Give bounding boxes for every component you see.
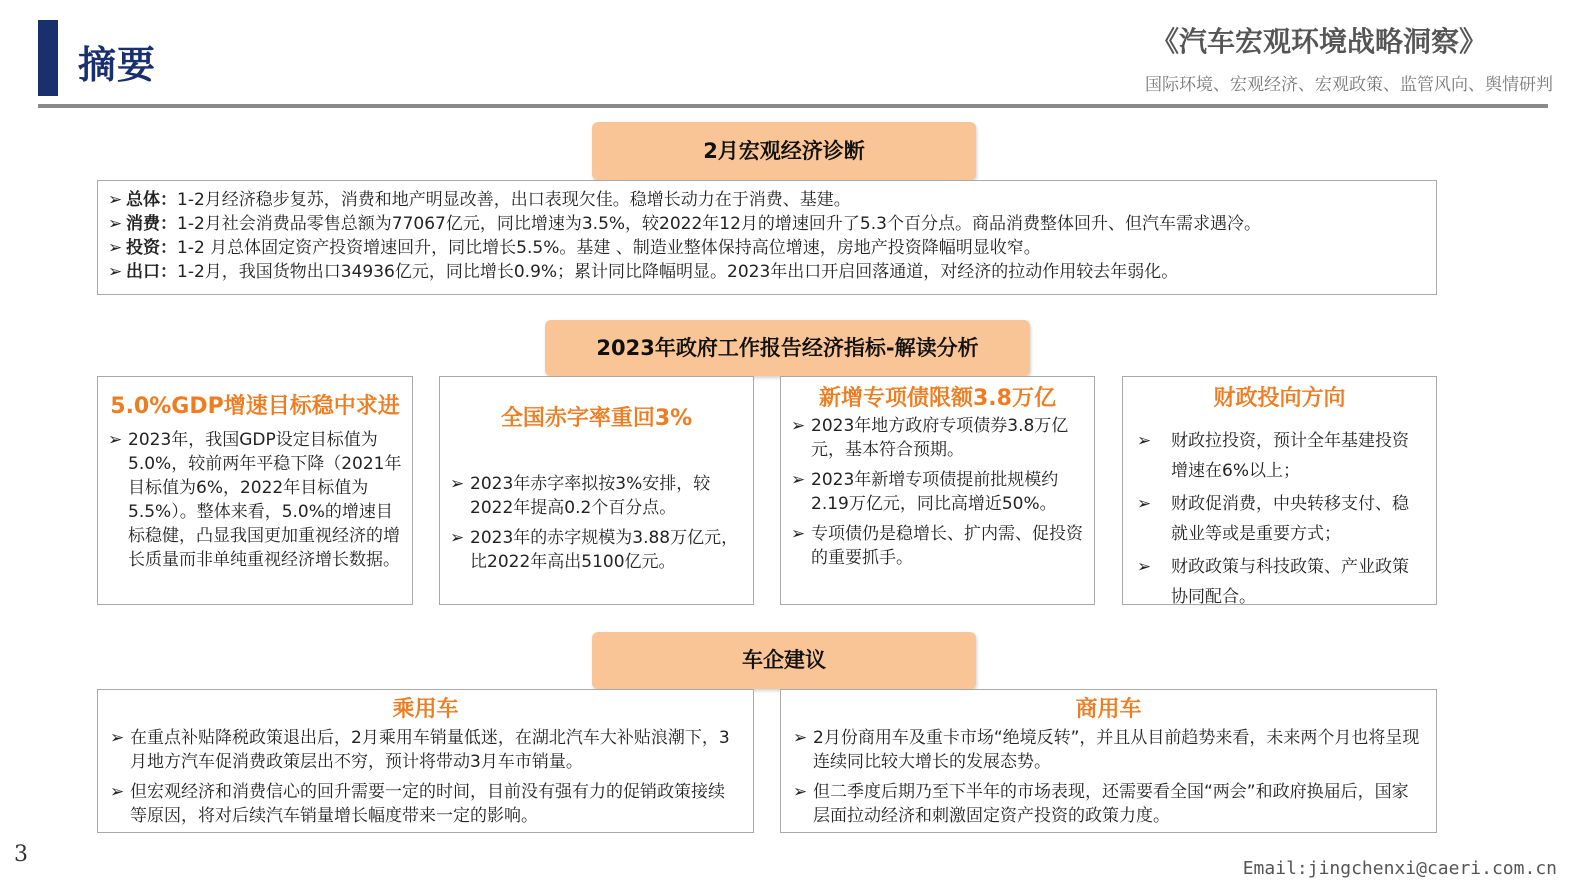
arrow-icon: ➢	[791, 524, 806, 544]
commercial-vehicle-title: 商用车	[1075, 697, 1142, 722]
arrow-icon: ➢	[1137, 431, 1152, 451]
card-title: 全国赤字率重回3%	[500, 406, 693, 431]
arrow-icon: ➢	[450, 528, 465, 548]
bullet-item: ➢ 2023年，我国GDP设定目标值为5.0%，较前两年平稳下降（2021年目标值为6%，2022年目标值为5.5%）。整体来看，5.0%的增速目标稳健，凸显我国更加重视经济的增长质量而非单纯重视经济增长数据。	[108, 430, 402, 570]
bullet-item: ➢ 财政拉投资，预计全年基建投资增速在6%以上；	[1137, 426, 1422, 486]
arrow-icon: ➢	[108, 238, 123, 258]
arrow-icon: ➢	[793, 728, 808, 748]
arrow-icon: ➢	[110, 782, 125, 802]
report-subtitle: 国际环境、宏观经济、宏观政策、监管风向、舆情研判	[1145, 75, 1553, 95]
bullet-item: ➢ 但宏观经济和消费信心的回升需要一定的时间，目前没有强有力的促销政策接续等原因，将对后续汽车销量增长幅度带来一定的影响。	[110, 782, 725, 826]
diagnosis-item-export: ➢ 出口：1-2月，我国货物出口34936亿元，同比增长0.9%；累计同比降幅明显。2023年出口开启回落通道，对经济的拉动作用较去年弱化。	[108, 262, 1179, 282]
diagnosis-item-investment: ➢ 投资：1-2 月总体固定资产投资增速回升，同比增长5.5%。基建 、制造业整体保持高位增速，房地产投资降幅明显收窄。	[108, 238, 1041, 258]
card-gdp-target	[97, 376, 413, 605]
arrow-icon: ➢	[791, 416, 806, 436]
arrow-icon: ➢	[793, 782, 808, 802]
bullet-item: ➢ 财政促消费，中央转移支付、稳就业等或是重要方式；	[1137, 489, 1422, 549]
arrow-icon: ➢	[791, 470, 806, 490]
report-heading: 2023年政府工作报告经济指标-解读分析	[545, 320, 1030, 376]
bullet-item: ➢ 2月份商用车及重卡市场“绝境反转”，并且从目前趋势来看，未来两个月也将呈现连续同比较大增长的发展态势。	[793, 728, 1420, 772]
arrow-icon: ➢	[108, 262, 123, 282]
arrow-icon: ➢	[108, 214, 123, 234]
arrow-icon: ➢	[1137, 494, 1152, 514]
bullet-item: ➢ 2023年的赤字规模为3.88万亿元，比2022年高出5100亿元。	[450, 528, 739, 572]
arrow-icon: ➢	[108, 430, 123, 450]
page-number: 3	[14, 842, 28, 867]
commercial-vehicle-box	[780, 689, 1437, 833]
title-accent-bar	[38, 20, 58, 96]
page-title: 摘要	[78, 43, 157, 87]
arrow-icon: ➢	[110, 728, 125, 748]
card-title: 新增专项债限额3.8万亿	[819, 386, 1056, 411]
card-fiscal-direction	[1122, 376, 1437, 605]
header-divider	[38, 104, 1548, 108]
bullet-item: ➢ 2023年新增专项债提前批规模约2.19万亿元，同比高增近50%。	[791, 470, 1059, 514]
bullet-item: ➢ 在重点补贴降税政策退出后，2月乘用车销量低迷，在湖北汽车大补贴浪潮下，3月地方汽车促消费政策层出不穷，预计将带动3月车市销量。	[110, 728, 730, 772]
bullet-item: ➢ 2023年地方政府专项债券3.8万亿元，基本符合预期。	[791, 416, 1069, 460]
diagnosis-heading: 2月宏观经济诊断	[592, 122, 976, 180]
bullet-item: ➢ 但二季度后期乃至下半年的市场表现，还需要看全国“两会”和政府换届后，国家层面拉动经济和刺激固定资产投资的政策力度。	[793, 782, 1409, 826]
diagnosis-item-consumption: ➢ 消费：1-2月社会消费品零售总额为77067亿元，同比增速为3.5%，较2022年12月的增速回升了5.3个百分点。商品消费整体回升、但汽车需求遇冷。	[108, 214, 1261, 234]
arrow-icon: ➢	[1137, 557, 1152, 577]
diagnosis-item-overall: ➢ 总体：1-2月经济稳步复苏，消费和地产明显改善，出口表现欠佳。稳增长动力在于消费、基建。	[108, 190, 851, 210]
footer-email: Email:jingchenxi@caeri.com.cn	[1242, 858, 1557, 879]
passenger-car-title: 乘用车	[392, 697, 459, 722]
card-title: 5.0%GDP增速目标稳中求进	[110, 394, 400, 419]
card-special-bonds	[780, 376, 1095, 605]
bullet-item: ➢ 财政政策与科技政策、产业政策协同配合。	[1137, 552, 1422, 612]
bullet-item: ➢ 2023年赤字率拟按3%安排，较2022年提高0.2个百分点。	[450, 474, 711, 518]
arrow-icon: ➢	[108, 190, 123, 210]
bullet-item: ➢ 专项债仍是稳增长、扩内需、促投资的重要抓手。	[791, 524, 1083, 568]
arrow-icon: ➢	[450, 474, 465, 494]
advice-heading: 车企建议	[592, 632, 976, 689]
report-title: 《汽车宏观环境战略洞察》	[1150, 25, 1487, 58]
diagnosis-box	[97, 180, 1437, 295]
card-title: 财政投向方向	[1213, 386, 1346, 411]
passenger-car-box	[97, 689, 754, 833]
card-deficit-rate	[439, 376, 754, 605]
